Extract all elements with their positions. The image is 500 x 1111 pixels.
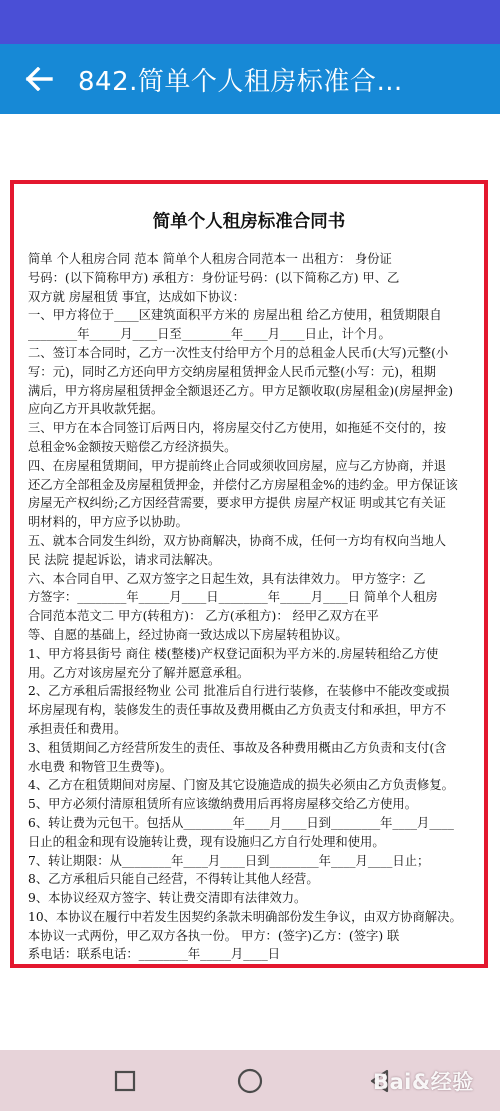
document-line: 3、租赁期间乙方经营所发生的责任、事故及各种费用概由乙方负责和支付(含 [28,740,447,755]
document-line: 用。乙方对该房屋充分了解并愿意承租。 [28,665,250,680]
document-line: 满后，甲方将房屋租赁押金全额退还乙方。甲方足额收取(房屋租金)(房屋押金) [28,383,453,398]
document-line: 8、乙方承租后只能自己经营，不得转让其他人经营。 [28,872,319,887]
document-line: 写：元)，同时乙方还向甲方交纳房屋租赁押金人民币元整(小写：元)，租期 [28,364,436,379]
document-line: 号码：(以下简称甲方) 承租方：身份证号码：(以下简称乙方) 甲、乙 [28,270,400,285]
document-line: 二、签订本合同时，乙方一次性支付给甲方个月的总租金人民币(大写)元整(小 [28,345,449,360]
document-line: 等、自愿的基础上，经过协商一致达成以下房屋转租协议。 [28,627,348,642]
document-line: 1、甲方将县街号 商住 楼(整楼)产权登记面积为平方米的.房屋转租给乙方使 [28,646,439,661]
circle-icon[interactable] [235,1066,265,1096]
status-bar [0,0,500,44]
document-line: 五、就本合同发生纠纷，双方协商解决，协商不成，任何一方均有权向当地人 [28,533,447,548]
document-line: 双方就 房屋租赁 事宜，达成如下协议： [28,289,245,304]
document-line: ________年_____月____日至________年____月____日止，计个月。 [28,327,391,342]
page-title: 842.简单个人租房标准合… [78,66,403,97]
document-line: 9、本协议经双方签字、转让费交清即有法律效力。 [28,891,307,906]
square-icon[interactable] [110,1066,140,1096]
document-line: 方签字：________年_____月____日________年_____月____日 简单个人租房 [28,590,438,605]
document-line: 坏房屋现有构，装修发生的责任事故及费用概由乙方负责支付和承担，甲方不 [28,703,447,718]
document-line: 一、甲方将位于____区建筑面积平方米的 房屋出租 给乙方使用，租赁期限自 [28,308,442,323]
document-line: 承担责任和费用。 [28,721,127,736]
document-line: 系电话：联系电话：________年_____月____日 [28,947,281,962]
document-line: 10、本协议在履行中若发生因契约条款未明确部份发生争议，由双方协商解决。 [28,909,462,924]
document-line: 水电费 和物管卫生费等)。 [28,759,172,774]
document-line: 房屋无产权纠纷;乙方因经营需要，要求甲方提供 房屋产权证 明或其它有关证 [28,496,446,511]
document-line: 5、甲方必须付清原租赁所有应该缴纳费用后再将房屋移交给乙方使用。 [28,797,418,812]
document-line: 六、本合同自甲、乙双方签字之日起生效，具有法律效力。 甲方签字：乙 [28,571,426,586]
document-line: 还乙方全部租金及房屋租赁押金，并偿付乙方房屋租金%的违约金。甲方保证该 [28,477,458,492]
document-line: 6、转让费为元包干。包括从________年____月____日到________年____月____ [28,815,454,830]
app-bar [0,44,500,114]
document-line: 明材料的，甲方应予以协助。 [28,515,188,530]
arrow-left-icon [25,67,53,91]
document-body [28,250,476,964]
document-line: 总租金%金额按天赔偿乙方经济损失。 [28,439,237,454]
document-title: 简单个人租房标准合同书 [152,212,346,232]
document-line: 2、乙方承租后需报经物业 公司 批准后自行进行装修，在装修中不能改变或损 [28,684,450,699]
document-image-frame [10,180,488,968]
baidu-jingyan-watermark [373,1064,495,1098]
document-line: 民 法院 提起诉讼，请求司法解决。 [28,552,221,567]
document-line: 四、在房屋租赁期间，甲方提前终止合同或须收回房屋，应与乙方协商，并退 [28,458,447,473]
document-line: 日止的租金和现有设施转让费，现有设施归乙方自行处理和使用。 [28,834,385,849]
document-line: 4、乙方在租赁期间对房屋、门窗及其它设施造成的损失必须由乙方负责修复。 [28,778,454,793]
document-line: 应向乙方开具收款凭据。 [28,402,164,417]
document-line: 简单 个人租房合同 范本 简单个人租房合同范本一 出租方： 身份证 [28,252,392,266]
document-line: 合同范本范文二 甲方(转租方)： 乙方(承租方)： 经甲乙双方在平 [28,609,379,624]
back-button[interactable] [0,44,78,114]
document-line: 三、甲方在本合同签订后两日内，将房屋交付乙方使用，如拖延不交付的，按 [28,421,447,436]
watermark-text: Bai&经验 [373,1070,474,1094]
document-line: 7、转让期限：从________年____月____日到________年____月____日止； [28,853,430,868]
document-line: 本协议一式两份，甲乙双方各执一份。 甲方：(签字)乙方：(签字) 联 [28,928,400,943]
